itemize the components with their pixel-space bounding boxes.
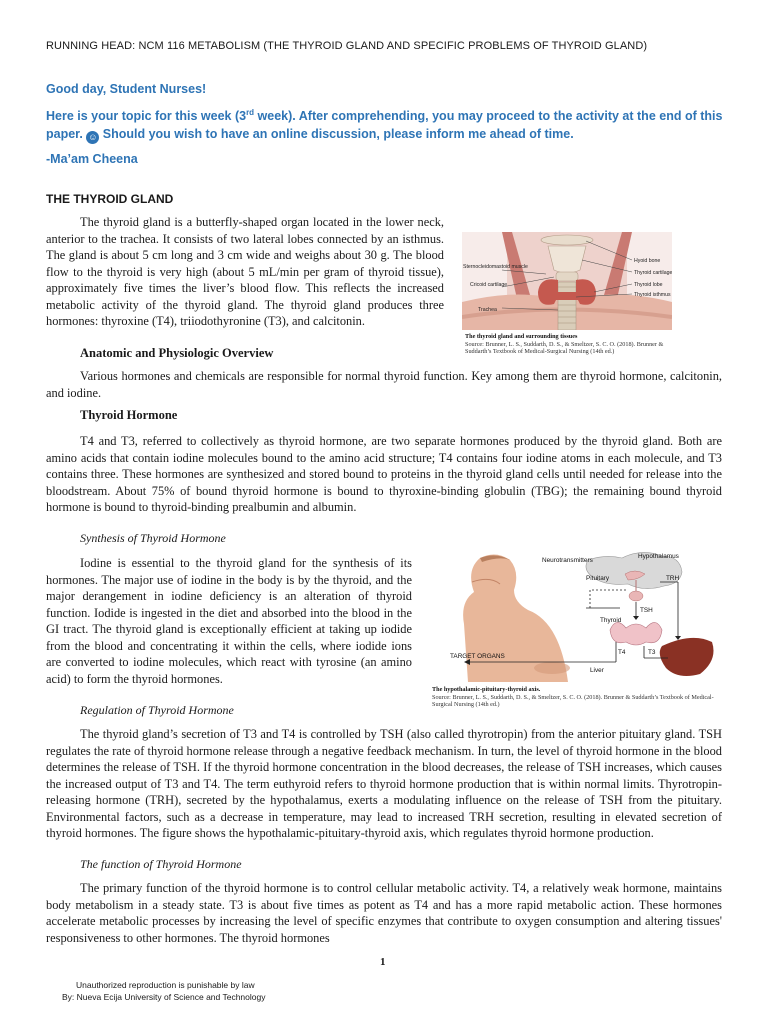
thyroid-hormone-paragraph <box>46 433 722 516</box>
ordinal-sup: rd <box>246 108 255 117</box>
figure2-caption-source: Source: Brunner, L. S., Suddarth, D. S., & Smeltzer, S. C. O. (2018). Brunner & Suddarth’s Textbook of Medical-Surgical Nursing (14th ed.) <box>432 693 714 709</box>
label-liver: Liver <box>590 667 604 674</box>
regulation-text: The thyroid gland’s secretion of T3 and T4 is controlled by TSH (also called thyrotropin) from the anterior pituitary gland. TSH regulates the rate of thyroid hormone release through a negative feedback mechanism. In turn, the level of thyroid hormone in the blood determines the release of TSH. If the thyroid hormone concentration in the blood decreases, the release of TSH increases, which causes the increased output of T3 and T4. The term euthyroid refers to thyroid hormone production that is within normal limits. Thyrotropin-releasing hormone (TRH), secreted by the hypothalamus, exerts a modulating influence on the release of TSH from the pituitary. Environmental factors, such as a decrease in temperature, may lead to increased TRH secretion, resulting in elevated secretion of thyroid hormones. The figure shows the hypothalamic-pituitary-thyroid axis, which regulates thyroid hormone production. <box>46 727 722 840</box>
greeting-block <box>46 80 736 174</box>
footer-line-2: By: Nueva Ecija University of Science and Technology <box>62 992 266 1002</box>
function-paragraph <box>46 880 722 946</box>
figure1-caption-source: Source: Brunner, L. S., Suddarth, D. S., & Smeltzer, S. C. O. (2018). Brunner & Suddarth’s Textbook of Medical-Surgical Nursing (14th ed.) <box>465 340 664 356</box>
thyroid-anatomy-figure <box>462 232 672 330</box>
section-title: THE THYROID GLAND <box>46 192 174 206</box>
figure2-caption <box>432 686 722 709</box>
function-text: The primary function of the thyroid hormone is to control cellular metabolic activity. T4, a relatively weak hormone, maintains body metabolism in a steady state. T3 is about five times as potent as T4 and has a more rapid metabolic action. These hormones accelerate metabolic processes by increasing the level of specific enzymes that contribute to oxygen consumption and altering tissues' responsiveness to other hormones. The thyroid hormones <box>46 881 722 945</box>
subheading-thyroid-hormone: Thyroid Hormone <box>80 408 178 422</box>
label-t4: T4 <box>618 649 626 656</box>
greeting-line: Good day, Student Nurses! <box>46 82 207 96</box>
subheading-function: The function of Thyroid Hormone <box>80 857 242 871</box>
label-thyroid-isthmus: Thyroid isthmus <box>634 292 671 298</box>
figure2-caption-title: The hypothalamic-pituitary-thyroid axis. <box>432 686 541 693</box>
instructions-text-a: Here is your topic for this week (3 <box>46 109 247 124</box>
label-trachea: Trachea <box>478 307 497 313</box>
page-number: 1 <box>380 956 386 968</box>
label-t3: T3 <box>648 649 656 656</box>
thyroid-hormone-text: T4 and T3, referred to collectively as thyroid hormone, are two separate hormones produced by the thyroid gland. Both are amino acids that contain iodine molecules bound to the amino acid structure; T4 contains four iodine atoms in each molecule, and T3 contains three. These hormones are synthesized and stored bound to proteins in the thyroid gland cells until needed for release into the bloodstream. About 75% of bound thyroid hormone is bound to thyroxine-binding globulin (TBG); the remaining bound thyroid hormone is bound to thyroid-binding prealbumin and albumin. <box>46 434 722 514</box>
anatomic-paragraph <box>46 368 722 401</box>
label-target-organs: TARGET ORGANS <box>450 653 505 660</box>
subheading-synthesis: Synthesis of Thyroid Hormone <box>80 531 226 545</box>
footer-line-1: Unauthorized reproduction is punishable by law <box>76 980 255 990</box>
synthesis-text: Iodine is essential to the thyroid gland for the synthesis of its hormones. The major use of iodine in the body is by the thyroid, and the major derangement in iodine deficiency is an alteration of thyroid function. Iodide is ingested in the diet and absorbed into the blood in the GI tract. The thyroid gland is exceptionally efficient at taking up iodide from the blood and concentrating it within the cells, where iodide ions are converted to iodine molecules, which react with tyrosine (an amino acid) to form the thyroid hormones. <box>46 556 412 686</box>
synthesis-paragraph <box>46 555 412 687</box>
instructions-text-c: Should you wish to have an online discussion, please inform me ahead of time. <box>99 127 574 142</box>
regulation-paragraph <box>46 726 722 842</box>
page-footer <box>62 979 265 1003</box>
label-sternocleidomastoid: Sternocleidomastoid muscle <box>463 264 528 270</box>
label-thyroid: Thyroid <box>600 617 622 624</box>
anatomic-text: Various hormones and chemicals are responsible for normal thyroid function. Key among them are thyroid hormone, calcitonin, and iodine. <box>46 369 722 400</box>
label-cricoid: Cricoid cartilage <box>470 282 508 288</box>
intro-text: The thyroid gland is a butterfly-shaped organ located in the lower neck, anterior to the trachea. It consists of two lateral lobes connected by an isthmus. The gland is about 5 cm long and 3 cm wide and weighs about 30 g. The blood flow to the thyroid is very high (about 5 mL/min per gram of thyroid tissue), approximately five times the liver’s blood flow. This reflects the increased metabolic activity of the thyroid gland. The thyroid gland produces three hormones: thyroxine (T4), triiodothyronine (T3), and calcitonin. <box>46 215 444 328</box>
figure1-caption-title: The thyroid gland and surrounding tissues <box>465 333 578 340</box>
hpt-axis-figure <box>430 550 720 682</box>
label-trh: TRH <box>666 575 680 582</box>
smiley-icon: ☺ <box>88 132 98 143</box>
instructions-line <box>46 104 736 144</box>
label-thyroid-cartilage: Thyroid cartilage <box>634 270 672 276</box>
label-tsh: TSH <box>640 607 653 614</box>
running-head: RUNNING HEAD: NCM 116 METABOLISM (THE THYROID GLAND AND SPECIFIC PROBLEMS OF THYROID GLAND) <box>46 40 648 52</box>
label-pituitary: Pituitary <box>586 575 610 582</box>
label-thyroid-lobe: Thyroid lobe <box>634 282 663 288</box>
intro-paragraph <box>46 214 444 330</box>
subheading-regulation: Regulation of Thyroid Hormone <box>80 703 234 717</box>
label-hypothalamus: Hypothalamus <box>638 553 679 560</box>
label-hyoid: Hyoid bone <box>634 258 661 264</box>
figure1-caption <box>465 333 685 356</box>
label-neurotransmitters: Neurotransmitters <box>542 557 593 564</box>
subheading-anatomic: Anatomic and Physiologic Overview <box>80 346 274 360</box>
signature: -Ma’am Cheena <box>46 152 138 167</box>
instructions-text-b: week). After comprehending, you may proceed to the activity at the end of this paper. <box>46 109 723 142</box>
